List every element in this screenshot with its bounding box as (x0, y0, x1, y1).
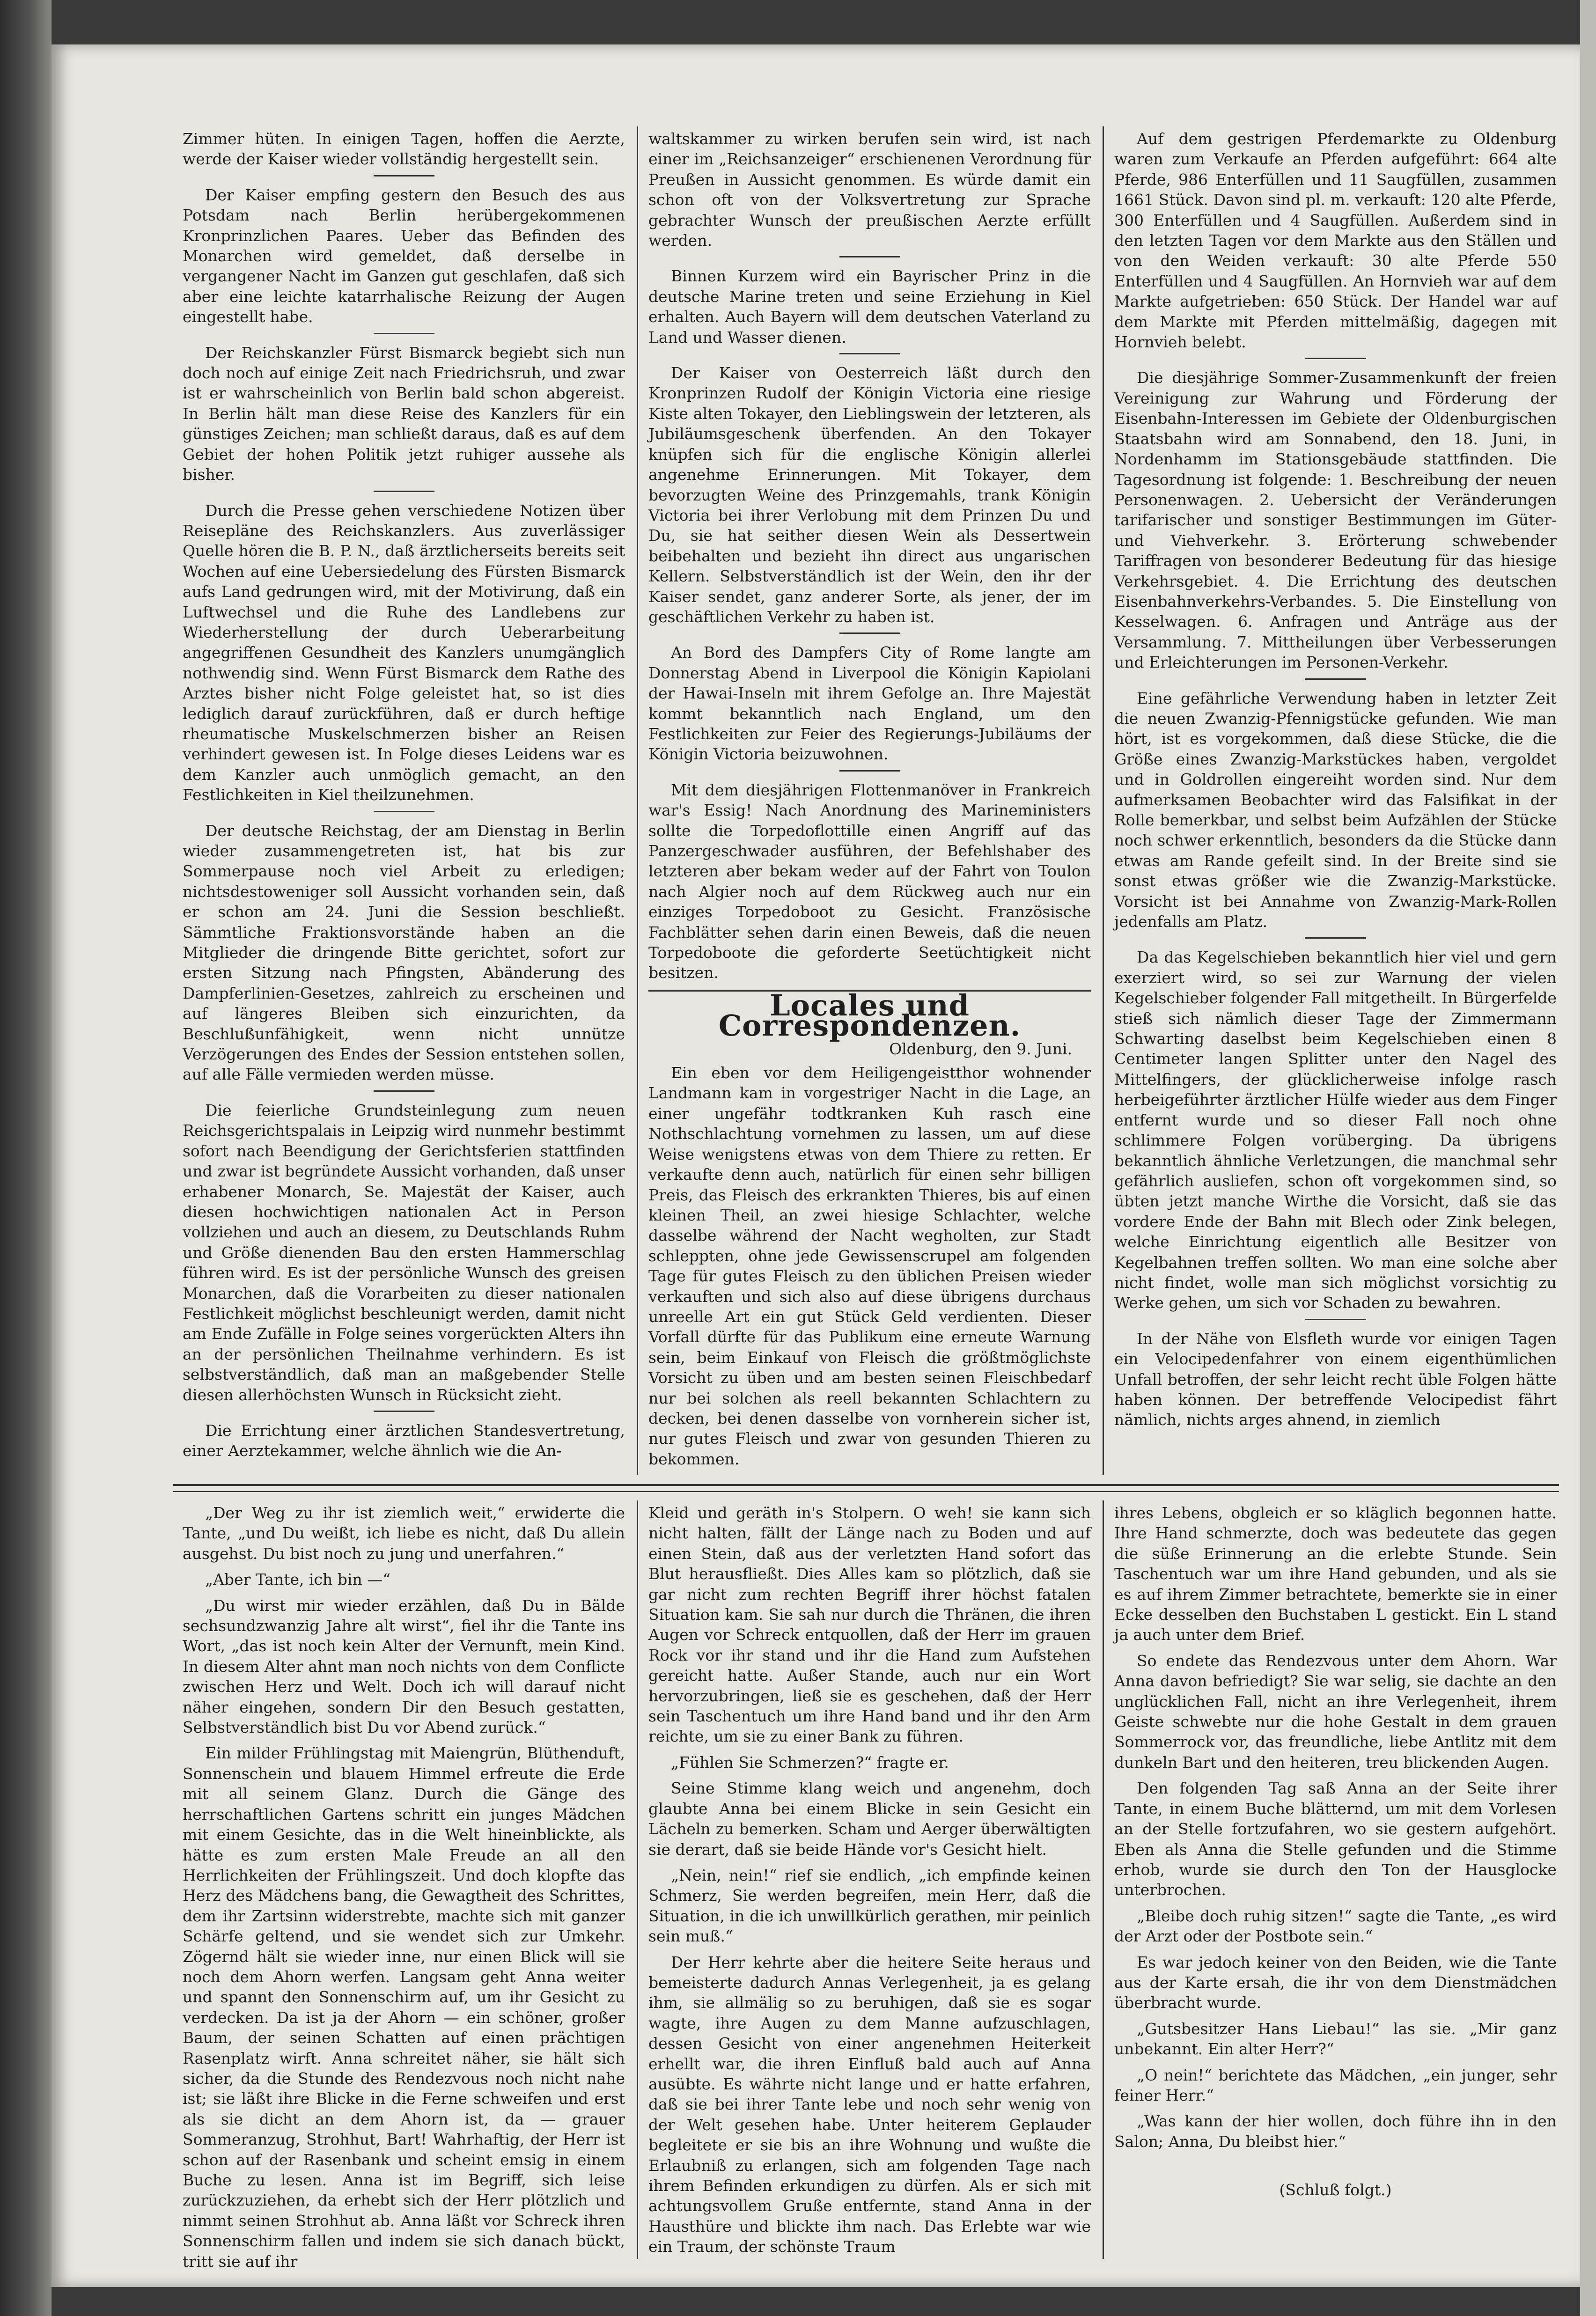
story-paragraph: So endete das Rendezvous unter dem Ahorn. War Anna davon befriedigt? Sie war selig, sie dachte an den unglücklichen Fall, nicht an ihre Verlegenheit, ihrem Geiste schwebte nur die hohe Gestalt in dem grauen Sommerrock vor, das freundliche, liebe Antlitz mit dem dunkeln Bart und den heiteren, treu blickenden Augen. (1114, 1651, 1557, 1772)
story-paragraph: Ein milder Frühlingstag mit Maiengrün, Blüthenduft, Sonnenschein und blauem Himmel erfreute die Erde mit all seinem Glanz. Durch die Gänge des herrschaftlichen Gartens schritt ein junges Mädchen mit einem Gesichte, das in die Welt hineinblickte, als hätte es zum ersten Male Freude an all den Herrlichkeiten der Frühlingszeit. Und doch klopfte das Herz des Mädchens bang, die Gewagtheit des Schrittes, dem ihr Zartsinn widerstrebte, machte sich mit ganzer Schärfe geltend, und sie wendet sich zur Umkehr. Zögernd hält sie wieder inne, nur einen Blick will sie noch dem Ahorn werfen. Langsam geht Anna weiter und spannt den Sonnenschirm auf, um ihr Gesicht zu verdecken. Da ist ja der Ahorn — ein schöner, großer Baum, der seinen Schatten auf einen prächtigen Rasenplatz wirft. Anna schreitet näher, sie hält sich sicher, da die Stunde des Rendezvous noch nicht nahe ist; sie läßt ihre Blicke in die Ferne schweifen und erst als sie dicht an dem Ahorn ist, da — grauer Sommeranzug, Strohhut, Bart! Wahrhaftig, der Herr ist schon auf der Rasenbank und scheint emsig in einem Buche zu lesen. Anna ist im Begriff, sich leise zurückzuziehen, da erhebt sich der Herr plötzlich und nimmt seinen Strohhut ab. Anna läßt vor Schreck ihren Sonnenschirm fallen und indem sie sich danach bückt, tritt sie auf ihr (183, 1744, 625, 2271)
story-paragraph: „Du wirst mir wieder erzählen, daß Du in Bälde sechsundzwanzig Jahre alt wirst“, fiel ihr die Tante ins Wort, „das ist noch kein Alter der Vernunft, mein Kind. In diesem Alter ahnt man noch nichts von dem Conflicte zwischen Herz und Welt. Doch ich will darauf nicht näher eingehen, sondern Dir den Besuch gestatten, Selbstverständlich bist Du vor Abend zurück.“ (183, 1596, 625, 1737)
feuilleton-rule (173, 1484, 1559, 1486)
story-paragraph: Seine Stimme klang weich und angenehm, doch glaubte Anna bei einem Blicke in sein Gesicht ein Lächeln zu bemerken. Scham und Aerger überwältigten sie derart, daß sie beide Hände vor's Gesicht hielt. (648, 1779, 1091, 1859)
column-rule (637, 1500, 638, 2259)
story-paragraph: Kleid und geräth in's Stolpern. O weh! sie kann sich nicht halten, fällt der Länge nach zu Boden und auf einen Stein, daß aus der verletzten Hand sofort das Blut herausfließt. Dies Alles kam so plötzlich, daß sie gar nicht zum rechten Begriff ihrer höchst fatalen Situation kam. Sie sah nur durch die Thränen, die ihren Augen vor Schreck entquollen, daß der Herr im grauen Rock vor ihr stand und ihr die Hand zum Aufstehen gereicht hatte. Außer Stande, auch nur ein Wort hervorzubringen, ließ sie es geschehen, daß der Herr sein Taschentuch um ihre Hand band und ihr den Arm reichte, um sie zu einer Bank zu führen. (648, 1504, 1091, 1746)
article: Binnen Kurzem wird ein Bayrischer Prinz in die deutsche Marine treten und seine Erziehung in Kiel erhalten. Auch Bayern will dem deutschen Vaterland zu Land und Wasser dienen. (648, 267, 1091, 346)
article: An Bord des Dampfers City of Rome langte am Donnerstag Abend in Liverpool die Königin Kapiolani der Hawai-Inseln mit ihrem Gefolge an. Ihre Majestät kommt bekanntlich nach England, um den Festlichkeiten zur Feier des Regierungs-Jubiläums der Königin Victoria beizuwohnen. (648, 643, 1091, 764)
article: Die feierliche Grundsteinlegung zum neuen Reichsgerichtspalais in Leipzig wird nunmehr bestimmt sofort nach Beendigung der Gerichtsferien stattfinden und zwar ist begründete Aussicht vorhanden, daß unser erhabener Monarch, Se. Majestät der Kaiser, auch diesen hochwichtigen nationalen Act in Person vollziehen und auch an diesem, zu Deutschlands Ruhm und Größe dienenden Bau den ersten Hammerschlag führen wird. Es ist der persönliche Wunsch des greisen Monarchen, daß die Vorarbeiten zu dieser nationalen Festlichkeit möglichst beschleunigt werden, damit nicht am Ende Zufälle in Folge seines vorgerückten Alters ihn an der persönlichen Theilnahme verhindern. Es ist selbstverständlich, daß man an maßgebender Stelle diesen allerhöchsten Wunsch in Rücksicht zieht. (183, 1101, 625, 1404)
story-paragraph: ihres Lebens, obgleich er so kläglich begonnen hatte. Ihre Hand schmerzte, doch was bedeutete das gegen die süße Erinnerung an die erlebte Stunde. Sein Taschentuch war um ihre Hand gebunden, und als sie es auf ihrem Zimmer betrachtete, bemerkte sie in einer Ecke desselben den Buchstaben L gestickt. Ein L stand ja auch unter dem Brief. (1114, 1504, 1557, 1644)
next-page-edge (1580, 0, 1596, 2316)
separator (1305, 358, 1366, 359)
article: Da das Kegelschieben bekanntlich hier viel und gern exerziert wird, so sei zur Warnung der vielen Kegelschieber folgender Fall mitgetheilt. In Bürgerfelde stieß sich nämlich dieser Tage der Zimmermann Schwarting daselbst beim Kegelschieben einen 8 Centimeter langen Splitter unter den Nagel des Mittelfingers, der glücklicherweise infolge rasch herbeigeführter ärztlicher Hülfe wieder aus dem Finger entfernt wurde und so dieser Fall noch ohne schlimmere Folgen vorüberging. Da übrigens bekanntlich ähnliche Verletzungen, die manchmal sehr gefährlich ausliefen, schon oft vorgekommen sind, so übten jetzt manche Wirthe die Vorsicht, daß sie das vordere Ende der Bahn mit Blech oder Zink belegen, welche Einrichtung eigentlich alle Besitzer von Kegelbahnen treffen sollten. Wo man eine solche aber nicht findet, wolle man sich möglichst vorsichtig zu Werke gehen, um sich vor Schaden zu bewahren. (1114, 948, 1557, 1312)
feuilleton-rule-thin (173, 1491, 1559, 1492)
article: Die diesjährige Sommer-Zusammenkunft der freien Vereinigung zur Wahrung und Förderung der Eisenbahn-Interessen im Gebiete der Oldenburgischen Staatsbahn wird am Sonnabend, den 18. Juni, in Nordenhamm im Stationsgebäude stattfinden. Die Tagesordnung ist folgende: 1. Beschreibung der neuen Personenwagen. 2. Uebersicht der Veränderungen tarifarischer und sonstiger Bestimmungen im Güter- und Viehverkehr. 3. Erörterung schwebender Tariffragen von besonderer Bedeutung für das hiesige Verkehrsgebiet. 4. Die Errichtung des deutschen Eisenbahnverkehrs-Verbandes. 5. Die Einstellung von Kesselwagen. 6. Anfragen und Anträge aus der Versammlung. 7. Mittheilungen über Verbesserungen und Erleichterungen im Personen-Verkehr. (1114, 368, 1557, 672)
separator (374, 491, 434, 492)
separator (839, 353, 900, 354)
column-rule (1103, 1500, 1104, 2259)
story-paragraph: „Nein, nein!“ rief sie endlich, „ich empfinde keinen Schmerz, Sie werden begreifen, mein Herr, daß die Situation, in die ich unwillkürlich gerathen, mir peinlich sein muß.“ (648, 1866, 1091, 1946)
story-column-3 (1114, 1503, 1557, 2200)
story-paragraph: „Gutsbesitzer Hans Liebau!“ las sie. „Mir ganz unbekannt. Ein alter Herr?“ (1114, 2019, 1557, 2059)
story-paragraph: Der Herr kehrte aber die heitere Seite heraus und bemeisterte dadurch Annas Verlegenheit, ja es gelang ihm, sie allmälig so zu beruhigen, daß sie es sogar wagte, ihre Augen zu dem Manne aufzuschlagen, dessen Gesicht von einer angenehmen Heiterkeit erhellt war, die ihren Einfluß bald auch auf Anna ausübte. Es währte nicht lange und er hatte erfahren, daß sie bei ihrer Tante lebe und noch sehr wenig von der Welt gesehen habe. Unter heiterem Geplauder begleitete er sie bis an ihre Wohnung und wußte die Erlaubniß zu erlangen, sich am folgenden Tage nach ihrem Befinden erkundigen zu dürfen. Als er sich mit achtungsvollem Gruße entfernte, stand Anna in der Hausthüre und blickte ihm nach. Das Erlebte war wie ein Traum, der schönste Traum (648, 1953, 1091, 2256)
article: Der Kaiser von Oesterreich läßt durch den Kronprinzen Rudolf der Königin Victoria eine riesige Kiste alten Tokayer, den Lieblingswein der letzteren, als Jubiläumsgeschenk überfenden. An den Tokayer knüpfen sich für die englische Königin allerlei angenehme Erinnerungen. Mit Tokayer, dem bevorzugten Weine des Prinzgemahls, trank Königin Victoria bei ihrer Verlobung mit dem Prinzen Du und Du, sie hat seither diesen Wein als Dessertwein beibehalten und bezieht ihn direct aus ungarischen Kellern. Selbstverständlich ist der Wein, den ihr der Kaiser sendet, ganz anderer Sorte, als jener, der im geschäftlichen Verkehr zu haben ist. (648, 364, 1091, 626)
separator (374, 175, 434, 176)
column-rule (1103, 126, 1104, 1475)
article: Der deutsche Reichstag, der am Dienstag in Berlin wieder zusammengetreten ist, hat bis zur Sommerpause noch viel Arbeit zu erledigen; nichtsdestoweniger soll Aussicht vorhanden sein, daß er schon am 24. Juni die Session beschließt. Sämmtliche Fraktionsvorstände haben an die Mitglieder die dringende Bitte gerichtet, sofort zur ersten Sitzung nach Pfingsten, Abänderung des Dampferlinien-Gesetzes, zahlreich zu erscheinen und auf längeres Bleiben sich einzurichten, da Beschlußunfähigkeit, wenn nicht unnütze Verzögerungen des Endes der Session entstehen sollen, auf alle Fälle vermieden werden müsse. (183, 821, 625, 1084)
separator (1305, 937, 1366, 939)
article: Durch die Presse gehen verschiedene Notizen über Reisepläne des Reichskanzlers. Aus zuverlässiger Quelle hören die B. P. N., daß ärztlicherseits bereits seit Wochen auf eine Uebersiedelung des Fürsten Bismarck aufs Land gedrungen wird, mit der Motivirung, daß ein Luftwechsel und die Ruhe des Landlebens zur Wiederherstellung der durch Ueberarbeitung angegriffenen Gesundheit des Kanzlers unumgänglich nothwendig sind. Wenn Fürst Bismarck dem Rathe des Arztes bisher nicht Folge geleistet hat, so ist dies lediglich darauf zurückführen, daß er durch heftige rheumatische Muskelschmerzen bisher an Reisen verhindert gewesen ist. In Folge dieses Leidens war es dem Kanzler auch unmöglich gemacht, an den Festlichkeiten in Kiel theilzunehmen. (183, 501, 625, 804)
article: Die Errichtung einer ärztlichen Standesvertretung, einer Aerztekammer, welche ähnlich wie die An- (183, 1421, 625, 1460)
story-paragraph: „Was kann der hier wollen, doch führe ihn in den Salon; Anna, Du bleibst hier.“ (1114, 2112, 1557, 2151)
separator (374, 811, 434, 812)
story-paragraph: „Fühlen Sie Schmerzen?“ fragte er. (671, 1753, 949, 1772)
top-column-1 (183, 129, 625, 1467)
separator (839, 770, 900, 772)
story-paragraph: „Der Weg zu ihr ist ziemlich weit,“ erwiderte die Tante, „und Du weißt, ich liebe es nicht, daß Du allein ausgehst. Du bist noch zu jung und unerfahren.“ (183, 1504, 625, 1563)
story-paragraph: Den folgenden Tag saß Anna an der Seite ihrer Tante, in einem Buche blätternd, um mit dem Vorlesen an der Stelle fortzufahren, wo sie gestern aufgehört. Eben als Anna die Stelle gefunden und die Stimme erhob, wurde sie durch den Ton der Hausglocke unterbrochen. (1114, 1779, 1557, 1899)
article: Der Reichskanzler Fürst Bismarck begiebt sich nun doch noch auf einige Zeit nach Friedrichsruh, und zwar ist er wahrscheinlich von Berlin bald schon abgereist. In Berlin hält man diese Reise des Kanzlers für ein günstiges Zeichen; man schließt daraus, daß es auf dem Gebiet der hohen Politik jetzt ruhiger aussehe als bisher. (183, 343, 625, 484)
article: Zimmer hüten. In einigen Tagen, hoffen die Aerzte, werde der Kaiser wieder vollständig hergestellt sein. (183, 130, 625, 169)
story-paragraph: „Bleibe doch ruhig sitzen!“ sagte die Tante, „es wird der Arzt oder der Postbote sein.“ (1114, 1906, 1557, 1946)
column-rule (637, 126, 638, 1475)
article: Auf dem gestrigen Pferdemarkte zu Oldenburg waren zum Verkaufe an Pferden aufgeführt: 664 alte Pferde, 986 Enterfüllen und 11 Saugfüllen, zusammen 1661 Stück. Davon sind pl. m. verkauft: 120 alte Pferde, 300 Enterfüllen und 4 Saugfüllen. Außerdem sind in den letzten Tagen vor dem Markte aus den Ställen und von den Weiden verkauft: 30 alte Pferde 550 Enterfüllen und 4 Saugfüllen. An Hornvieh war auf dem Markte aufgetrieben: 650 Stück. Der Handel war auf dem Markte mit Pferden mittelmäßig, dagegen mit Hornvieh belebt. (1114, 130, 1557, 352)
story-paragraph: „Aber Tante, ich bin —“ (205, 1570, 391, 1589)
article: Mit dem diesjährigen Flottenmanöver in Frankreich war's Essig! Nach Anordnung des Marineministers sollte die Torpedoflottille einen Angriff auf das Panzergeschwader ausführen, der Befehlshaber des letzteren aber bekam weder auf der Fahrt von Toulon nach Algier noch auf dem Rückweg auch nur ein einziges Torpedoboot zu Gesicht. Französische Fachblätter sehen darin einen Beweis, daß die neuen Torpedoboote die geforderte Seetüchtigkeit nicht besitzen. (648, 780, 1091, 982)
separator (374, 1411, 434, 1412)
article: In der Nähe von Elsfleth wurde vor einigen Tagen ein Velocipedenfahrer von einem eigenthümlichen Unfall betroffen, der sehr leicht recht üble Folgen hätte haben können. Der betreffende Velocipedist fährt nämlich, nichts arges ahnend, in ziemlich (1114, 1329, 1557, 1429)
story-column-2 (648, 1503, 1091, 2263)
separator (839, 632, 900, 634)
story-paragraph: „O nein!“ berichtete das Mädchen, „ein junger, sehr feiner Herr.“ (1114, 2066, 1557, 2104)
separator (1305, 1319, 1366, 1320)
article: Ein eben vor dem Heiligengeistthor wohnender Landmann kam in vorgestriger Nacht in die Lage, an einer ungefähr todtkranken Kuh rasch eine Nothschlachtung vornehmen zu lassen, um auf diese Weise wenigstens etwas von dem Thiere zu retten. Er verkaufte denn auch, natürlich für einen sehr billigen Preis, das Fleisch des erkrankten Thieres, bis auf einen kleinen Theil, an zwei hiesige Schlachter, welche dasselbe während der Nacht wegholten, zur Stadt schleppten, ohne jede Gewissenscrupel am folgenden Tage für gutes Fleisch zu den üblichen Preisen wieder verkauften und sich also auf diese übrigens durchaus unreelle Art ein gut Stück Geld verdienten. Dieser Vorfall dürfte für das Publikum eine erneute Warnung sein, beim Einkauf von Fleisch die größtmöglichste Vorsicht zu üben und am besten seinen Fleischbedarf nur bei solchen als reell bekannten Schlachtern zu decken, bei denen dasselbe von vornherein sicher ist, nur gutes Fleisch und zwar von gesunden Thieren zu bekommen. (648, 1064, 1091, 1468)
dateline: Oldenburg, den 9. Juni. (889, 1039, 1072, 1058)
book-spine (0, 0, 51, 2316)
article: waltskammer zu wirken berufen sein wird, ist nach einer im „Reichsanzeiger“ erschienenen Verordnung für Preußen in Aussicht genommen. Es würde damit ein schon oft von der Volksvertretung zur Sprache gebrachter Wunsch der preußischen Aerzte erfüllt werden. (648, 130, 1091, 250)
article: Eine gefährliche Verwendung haben in letzter Zeit die neuen Zwanzig-Pfennigstücke gefunden. Wie man hört, ist es vorgekommen, daß diese Stücke, die die Größe eines Zwanzig-Markstückes haben, vergoldet und in Goldrollen eingereiht worden sind. Nur dem aufmerksamen Beobachter wird das Falsifikat in der Rolle bemerkbar, und selbst beim Aufzählen der Stücke noch schwer erkenntlich, besonders da die Stücke dann etwas am Rande gefeilt sind. In der Breite sind sie sonst etwas größer wie die Zwanzig-Markstücke. Vorsicht ist bei Annahme von Zwanzig-Mark-Rollen jedenfalls am Platz. (1114, 689, 1557, 931)
separator (374, 1090, 434, 1092)
story-column-1 (183, 1503, 625, 2277)
newspaper-page (51, 44, 1580, 2287)
top-column-2 (648, 129, 1091, 1475)
top-column-3 (1114, 129, 1557, 1436)
separator (839, 256, 900, 257)
separator (1305, 678, 1366, 680)
separator (374, 333, 434, 334)
to-be-continued: (Schluß folgt.) (1279, 2181, 1392, 2199)
section-heading: Locales und Correspondenzen. (718, 988, 1021, 1043)
story-paragraph: Es war jedoch keiner von den Beiden, wie die Tante aus der Karte ersah, die ihr von dem Dienstmädchen überbracht wurde. (1114, 1953, 1557, 2012)
article: Der Kaiser empfing gestern den Besuch des aus Potsdam nach Berlin herübergekommenen Kronprinzlichen Paares. Ueber das Befinden des Monarchen wird gemeldet, daß derselbe in vergangener Nacht im Ganzen gut geschlafen, daß sich aber eine leichte katarrhalische Reizung der Augen eingestellt habe. (183, 185, 625, 326)
